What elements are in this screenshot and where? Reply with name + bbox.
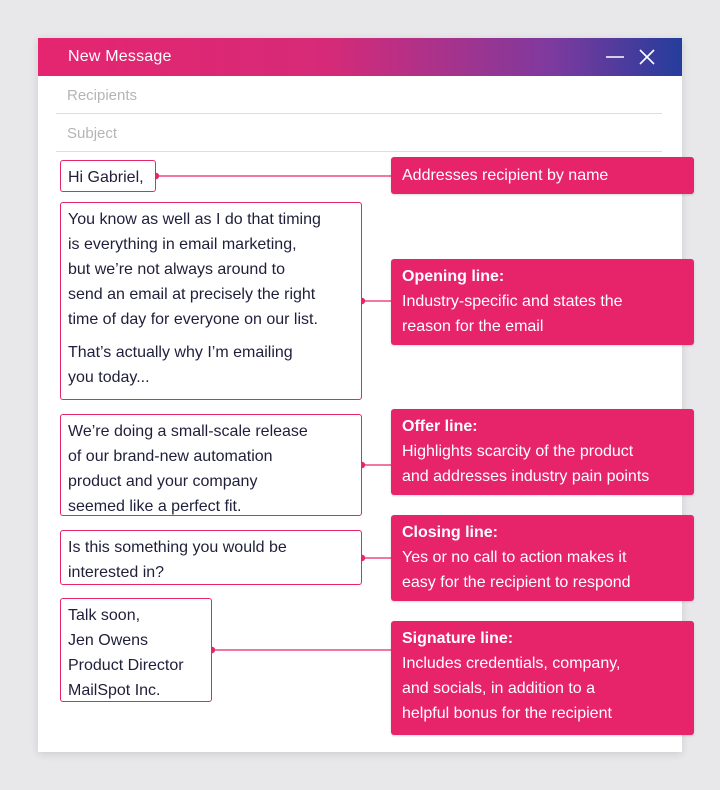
- title-bar: [38, 38, 682, 76]
- callout-greeting-desc: Addresses recipient by name: [402, 167, 609, 184]
- callout-offer-desc: Highlights scarcity of the product and addresses industry pain points: [402, 443, 650, 485]
- callout-signature-desc: Includes credentials, company, and socials, in addition to a helpful bonus for the recipient: [402, 655, 621, 722]
- window-title: New Message: [68, 48, 172, 65]
- subject-placeholder: Subject: [67, 125, 118, 142]
- callout-closing-heading: Closing line:: [402, 524, 498, 541]
- callout-offer: [391, 409, 694, 495]
- greeting-box: [60, 160, 156, 192]
- offer-text: We’re doing a small-scale release of our brand-new automation product and your company seemed like a perfect fit.: [68, 423, 308, 515]
- closing-text: Is this something you would be interested in?: [68, 539, 287, 581]
- opening-text-1: You know as well as I do that timing is everything in email marketing, but we’re not always around to send an email at precisely the right time of day for everyone on our list.: [68, 211, 321, 328]
- callout-signature: [391, 621, 694, 735]
- callout-offer-heading: Offer line:: [402, 418, 478, 435]
- callout-opening: [391, 259, 694, 345]
- greeting-text: Hi Gabriel,: [68, 169, 144, 186]
- closing-box: [60, 530, 362, 585]
- callout-closing: [391, 515, 694, 601]
- offer-box: [60, 414, 362, 516]
- signature-text: Talk soon, Jen Owens Product Director MailSpot Inc.: [68, 607, 184, 699]
- opening-box: [60, 202, 362, 400]
- callout-opening-desc: Industry-specific and states the reason for the email: [402, 293, 623, 335]
- recipients-placeholder: Recipients: [67, 87, 138, 104]
- close-icon[interactable]: [636, 46, 658, 68]
- callout-greeting: [391, 157, 694, 194]
- callout-opening-heading: Opening line:: [402, 268, 505, 285]
- opening-text-2: That’s actually why I’m emailing you today...: [68, 344, 293, 386]
- callout-closing-desc: Yes or no call to action makes it easy for the recipient to respond: [402, 549, 631, 591]
- recipients-field[interactable]: [56, 76, 662, 114]
- subject-field[interactable]: [56, 114, 662, 152]
- minimize-icon[interactable]: [604, 46, 626, 68]
- signature-box: [60, 598, 212, 702]
- callout-signature-heading: Signature line:: [402, 630, 514, 647]
